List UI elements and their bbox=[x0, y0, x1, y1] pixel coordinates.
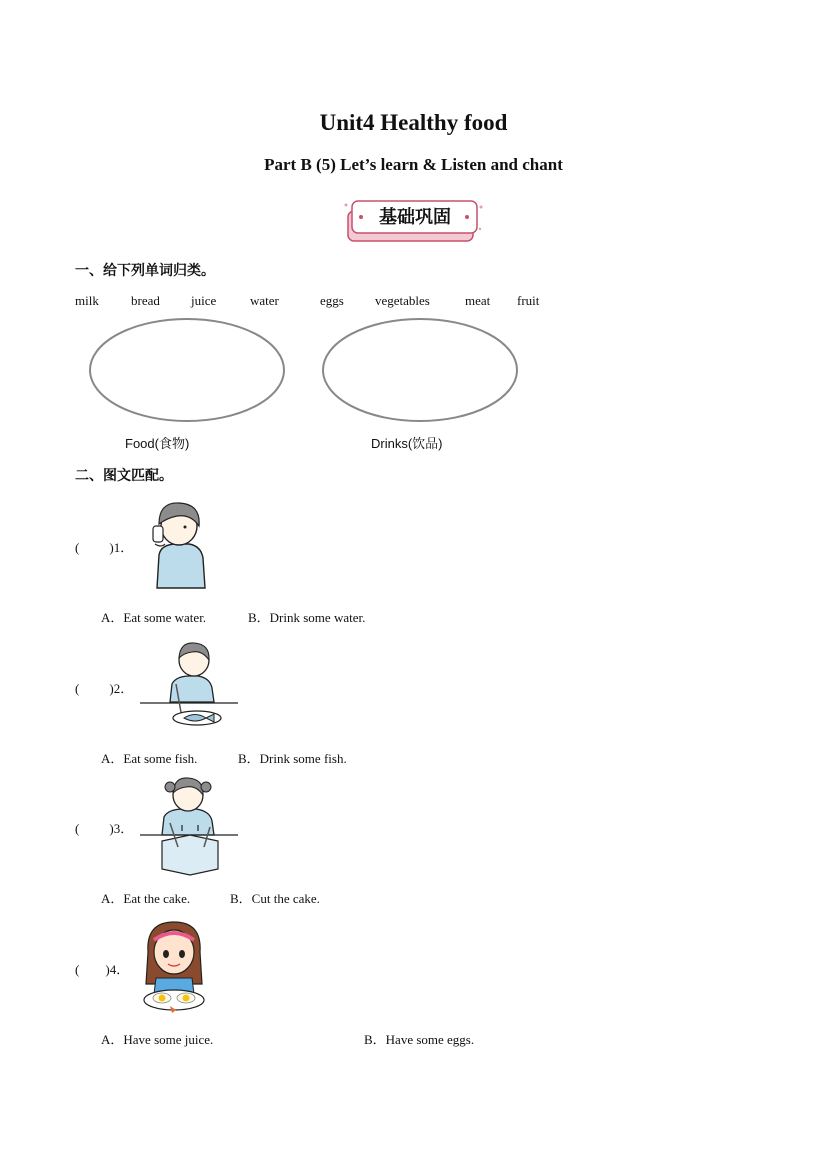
q4-option-b[interactable]: B．Have some eggs. bbox=[364, 1032, 475, 1047]
badge-label: 基础巩固 bbox=[379, 207, 451, 228]
word-water: water bbox=[250, 293, 279, 308]
page-title: Unit4 Healthy food bbox=[319, 110, 508, 135]
word-bread: bread bbox=[131, 293, 160, 308]
drinks-oval[interactable] bbox=[321, 318, 521, 424]
word-milk: milk bbox=[75, 293, 99, 308]
drinks-oval-label: Drinks(饮品) bbox=[371, 436, 443, 451]
answer-bracket-4[interactable]: ( )4． bbox=[75, 962, 130, 977]
section2-heading: 二、图文匹配。 bbox=[75, 468, 173, 484]
word-fruit: fruit bbox=[517, 293, 540, 308]
boy-eating-fish-icon bbox=[140, 640, 240, 730]
page-subtitle: Part B (5) Let’s learn & Listen and chant bbox=[264, 155, 563, 174]
answer-bracket-2[interactable]: ( )2． bbox=[75, 681, 134, 696]
word-juice: juice bbox=[191, 293, 217, 308]
answer-bracket-3[interactable]: ( )3． bbox=[75, 821, 134, 836]
food-oval-label: Food(食物) bbox=[125, 436, 190, 451]
food-oval[interactable] bbox=[88, 318, 288, 424]
section1-heading: 一、给下列单词归类。 bbox=[75, 263, 215, 279]
q3-option-b[interactable]: B．Cut the cake. bbox=[230, 891, 320, 906]
word-vegetables: vegetables bbox=[375, 293, 430, 308]
boy-drinking-icon bbox=[147, 500, 207, 590]
word-meat: meat bbox=[465, 293, 491, 308]
girl-eggs-icon bbox=[140, 918, 210, 1018]
section-badge bbox=[343, 199, 483, 245]
q3-option-a[interactable]: A．Eat the cake. bbox=[101, 891, 191, 906]
q4-option-a[interactable]: A．Have some juice. bbox=[101, 1032, 214, 1047]
q2-option-b[interactable]: B．Drink some fish. bbox=[238, 751, 347, 766]
q1-option-b[interactable]: B．Drink some water. bbox=[248, 610, 366, 625]
girl-cutting-cake-icon bbox=[140, 775, 240, 880]
q2-option-a[interactable]: A．Eat some fish. bbox=[101, 751, 198, 766]
answer-bracket-1[interactable]: ( )1． bbox=[75, 540, 134, 555]
word-eggs: eggs bbox=[320, 293, 344, 308]
q1-option-a[interactable]: A．Eat some water. bbox=[101, 610, 207, 625]
